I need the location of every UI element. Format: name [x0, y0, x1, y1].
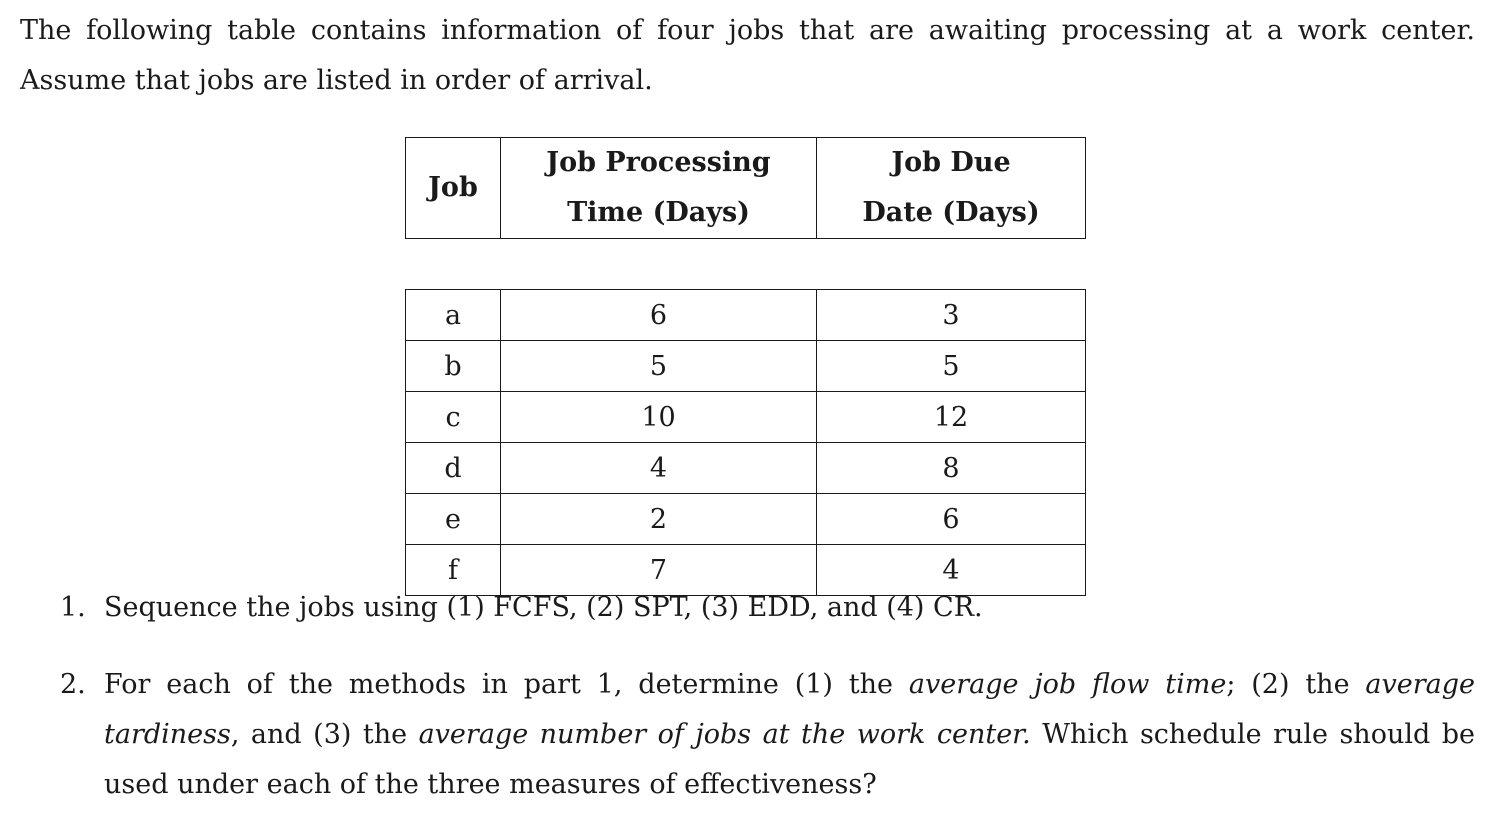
cell-job: c	[405, 392, 501, 443]
cell-job: b	[405, 341, 501, 392]
cell-processing: 5	[501, 341, 817, 392]
header-processing-line2: Time (Days)	[567, 197, 750, 228]
emphasis-flow-time: average job flow time	[908, 669, 1227, 700]
table-row	[405, 494, 1086, 545]
cell-job: a	[405, 289, 501, 341]
cell-processing: 2	[501, 494, 817, 545]
cell-processing: 10	[501, 392, 817, 443]
cell-job: e	[405, 494, 501, 545]
table-row	[405, 289, 1086, 341]
table-header-row	[405, 137, 1086, 239]
question-text-part: Which schedule rule should be used under each of the three measures of effectiveness?	[104, 719, 1475, 800]
cell-job: d	[405, 443, 501, 494]
emphasis-tardiness: average tardiness	[104, 669, 1475, 750]
problem-intro: The following table contains information of four jobs that are awaiting processing at a work center. Assume that jobs are listed in order of arrival.	[20, 15, 1475, 96]
question-text-part: ; (2) the	[1226, 669, 1366, 700]
cell-due: 5	[817, 341, 1086, 392]
cell-due: 6	[817, 494, 1086, 545]
cell-processing: 7	[501, 545, 817, 596]
table-gap	[405, 239, 1086, 289]
question-1	[60, 583, 1475, 633]
cell-processing: 6	[501, 289, 817, 341]
jobs-table	[405, 137, 1086, 596]
header-processing-line1: Job Processing	[546, 147, 771, 178]
question-text-part: For each of the methods in part 1, determine (1) the	[104, 669, 909, 700]
cell-due: 4	[817, 545, 1086, 596]
cell-due: 3	[817, 289, 1086, 341]
cell-job: f	[405, 545, 501, 596]
question-text: Sequence the jobs using (1) FCFS, (2) SPT, (3) EDD, and (4) CR.	[104, 592, 983, 623]
header-due-line1: Job Due	[891, 147, 1011, 178]
question-list	[60, 583, 1475, 810]
table-row	[405, 392, 1086, 443]
table-row	[405, 341, 1086, 392]
cell-processing: 4	[501, 443, 817, 494]
question-2	[60, 660, 1475, 810]
header-processing-time	[501, 137, 817, 239]
header-job: Job	[405, 137, 501, 239]
header-due-date	[817, 137, 1086, 239]
table-row	[405, 443, 1086, 494]
question-number: 1.	[60, 592, 86, 623]
emphasis-jobs-at-center: average number of jobs at the work center.	[418, 719, 1031, 750]
header-due-line2: Date (Days)	[862, 197, 1040, 228]
question-number: 2.	[60, 669, 86, 700]
question-text-part: , and (3) the	[230, 719, 419, 750]
cell-due: 8	[817, 443, 1086, 494]
cell-due: 12	[817, 392, 1086, 443]
